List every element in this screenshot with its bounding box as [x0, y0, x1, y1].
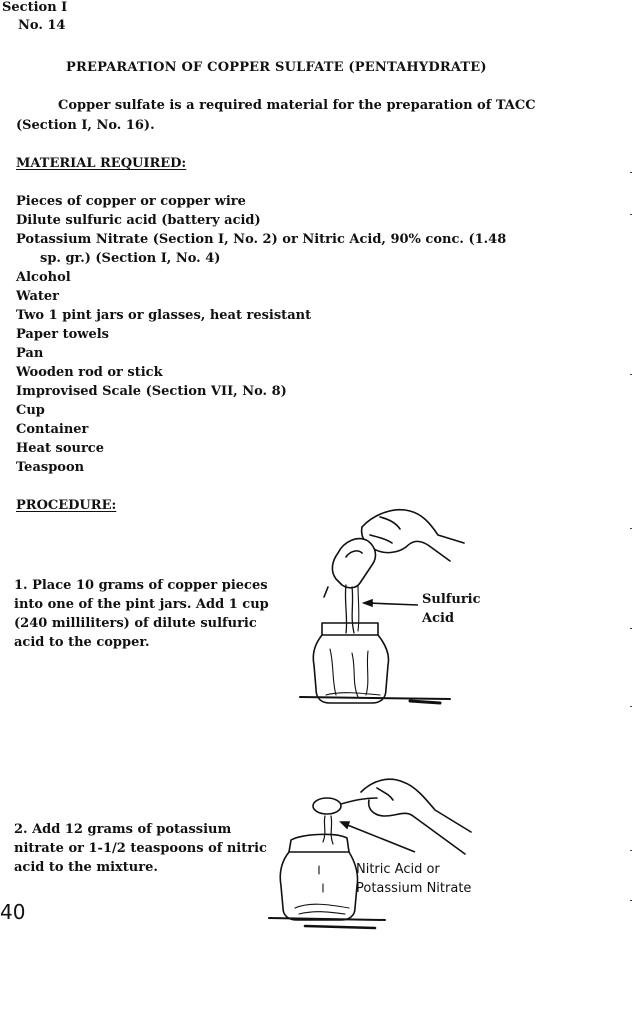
sulfuric-acid-label-line-2: Acid [422, 611, 455, 626]
scan-mark [630, 528, 632, 529]
scan-mark [630, 374, 632, 375]
material-item: Dilute sulfuric acid (battery acid) [16, 213, 261, 228]
step-1-line: 1. Place 10 grams of copper pieces [14, 578, 268, 593]
step-1-line: (240 milliliters) of dilute sulfuric [14, 616, 257, 631]
page-number: 40 [0, 900, 26, 924]
material-item: Potassium Nitrate (Section I, No. 2) or Nitric Acid, 90% conc. (1.48 [16, 232, 507, 247]
scan-mark [630, 628, 632, 629]
material-item: Teaspoon [16, 460, 85, 475]
material-item: Heat source [16, 441, 104, 456]
material-item: Two 1 pint jars or glasses, heat resistant [16, 308, 312, 323]
nitric-acid-label-line-2: Potassium Nitrate [356, 881, 472, 896]
material-item: Wooden rod or stick [16, 365, 163, 380]
step-1-text [14, 576, 284, 652]
material-item: Cup [16, 403, 45, 418]
material-item: Improvised Scale (Section VII, No. 8) [16, 384, 287, 399]
material-item: Pieces of copper or copper wire [16, 194, 246, 209]
material-item: Alcohol [16, 270, 71, 285]
step-2-line: 2. Add 12 grams of potassium [14, 822, 232, 837]
step-2-line: acid to the mixture. [14, 860, 158, 875]
intro-line-2: (Section I, No. 16). [16, 118, 155, 133]
sulfuric-acid-label-line-1: Sulfuric [422, 592, 481, 607]
material-item: Paper towels [16, 327, 109, 342]
scan-mark [630, 172, 632, 173]
material-item-continued: sp. gr.) (Section I, No. 4) [40, 251, 221, 266]
scan-mark [630, 850, 632, 851]
material-item: Water [16, 289, 60, 304]
page-title: PREPARATION OF COPPER SULFATE (PENTAHYDRATE) [66, 60, 487, 75]
intro-line-1: Copper sulfate is a required material for the preparation of TACC [58, 98, 536, 113]
section-label: Section I [2, 0, 68, 15]
section-number: No. 14 [18, 18, 66, 33]
step-2-text [14, 820, 284, 877]
scan-mark [630, 706, 632, 707]
step-2-line: nitrate or 1-1/2 teaspoons of nitric [14, 841, 267, 856]
material-item: Pan [16, 346, 44, 361]
procedure-heading: PROCEDURE: [16, 498, 117, 513]
step-1-line: acid to the copper. [14, 635, 150, 650]
material-item: Container [16, 422, 89, 437]
scan-mark [630, 900, 632, 901]
step-1-line: into one of the pint jars. Add 1 cup [14, 597, 269, 612]
adding-nitrate-illustration [265, 770, 485, 940]
materials-heading: MATERIAL REQUIRED: [16, 156, 187, 171]
scan-mark [630, 214, 632, 215]
nitric-acid-label-line-1: Nitric Acid or [356, 862, 440, 877]
